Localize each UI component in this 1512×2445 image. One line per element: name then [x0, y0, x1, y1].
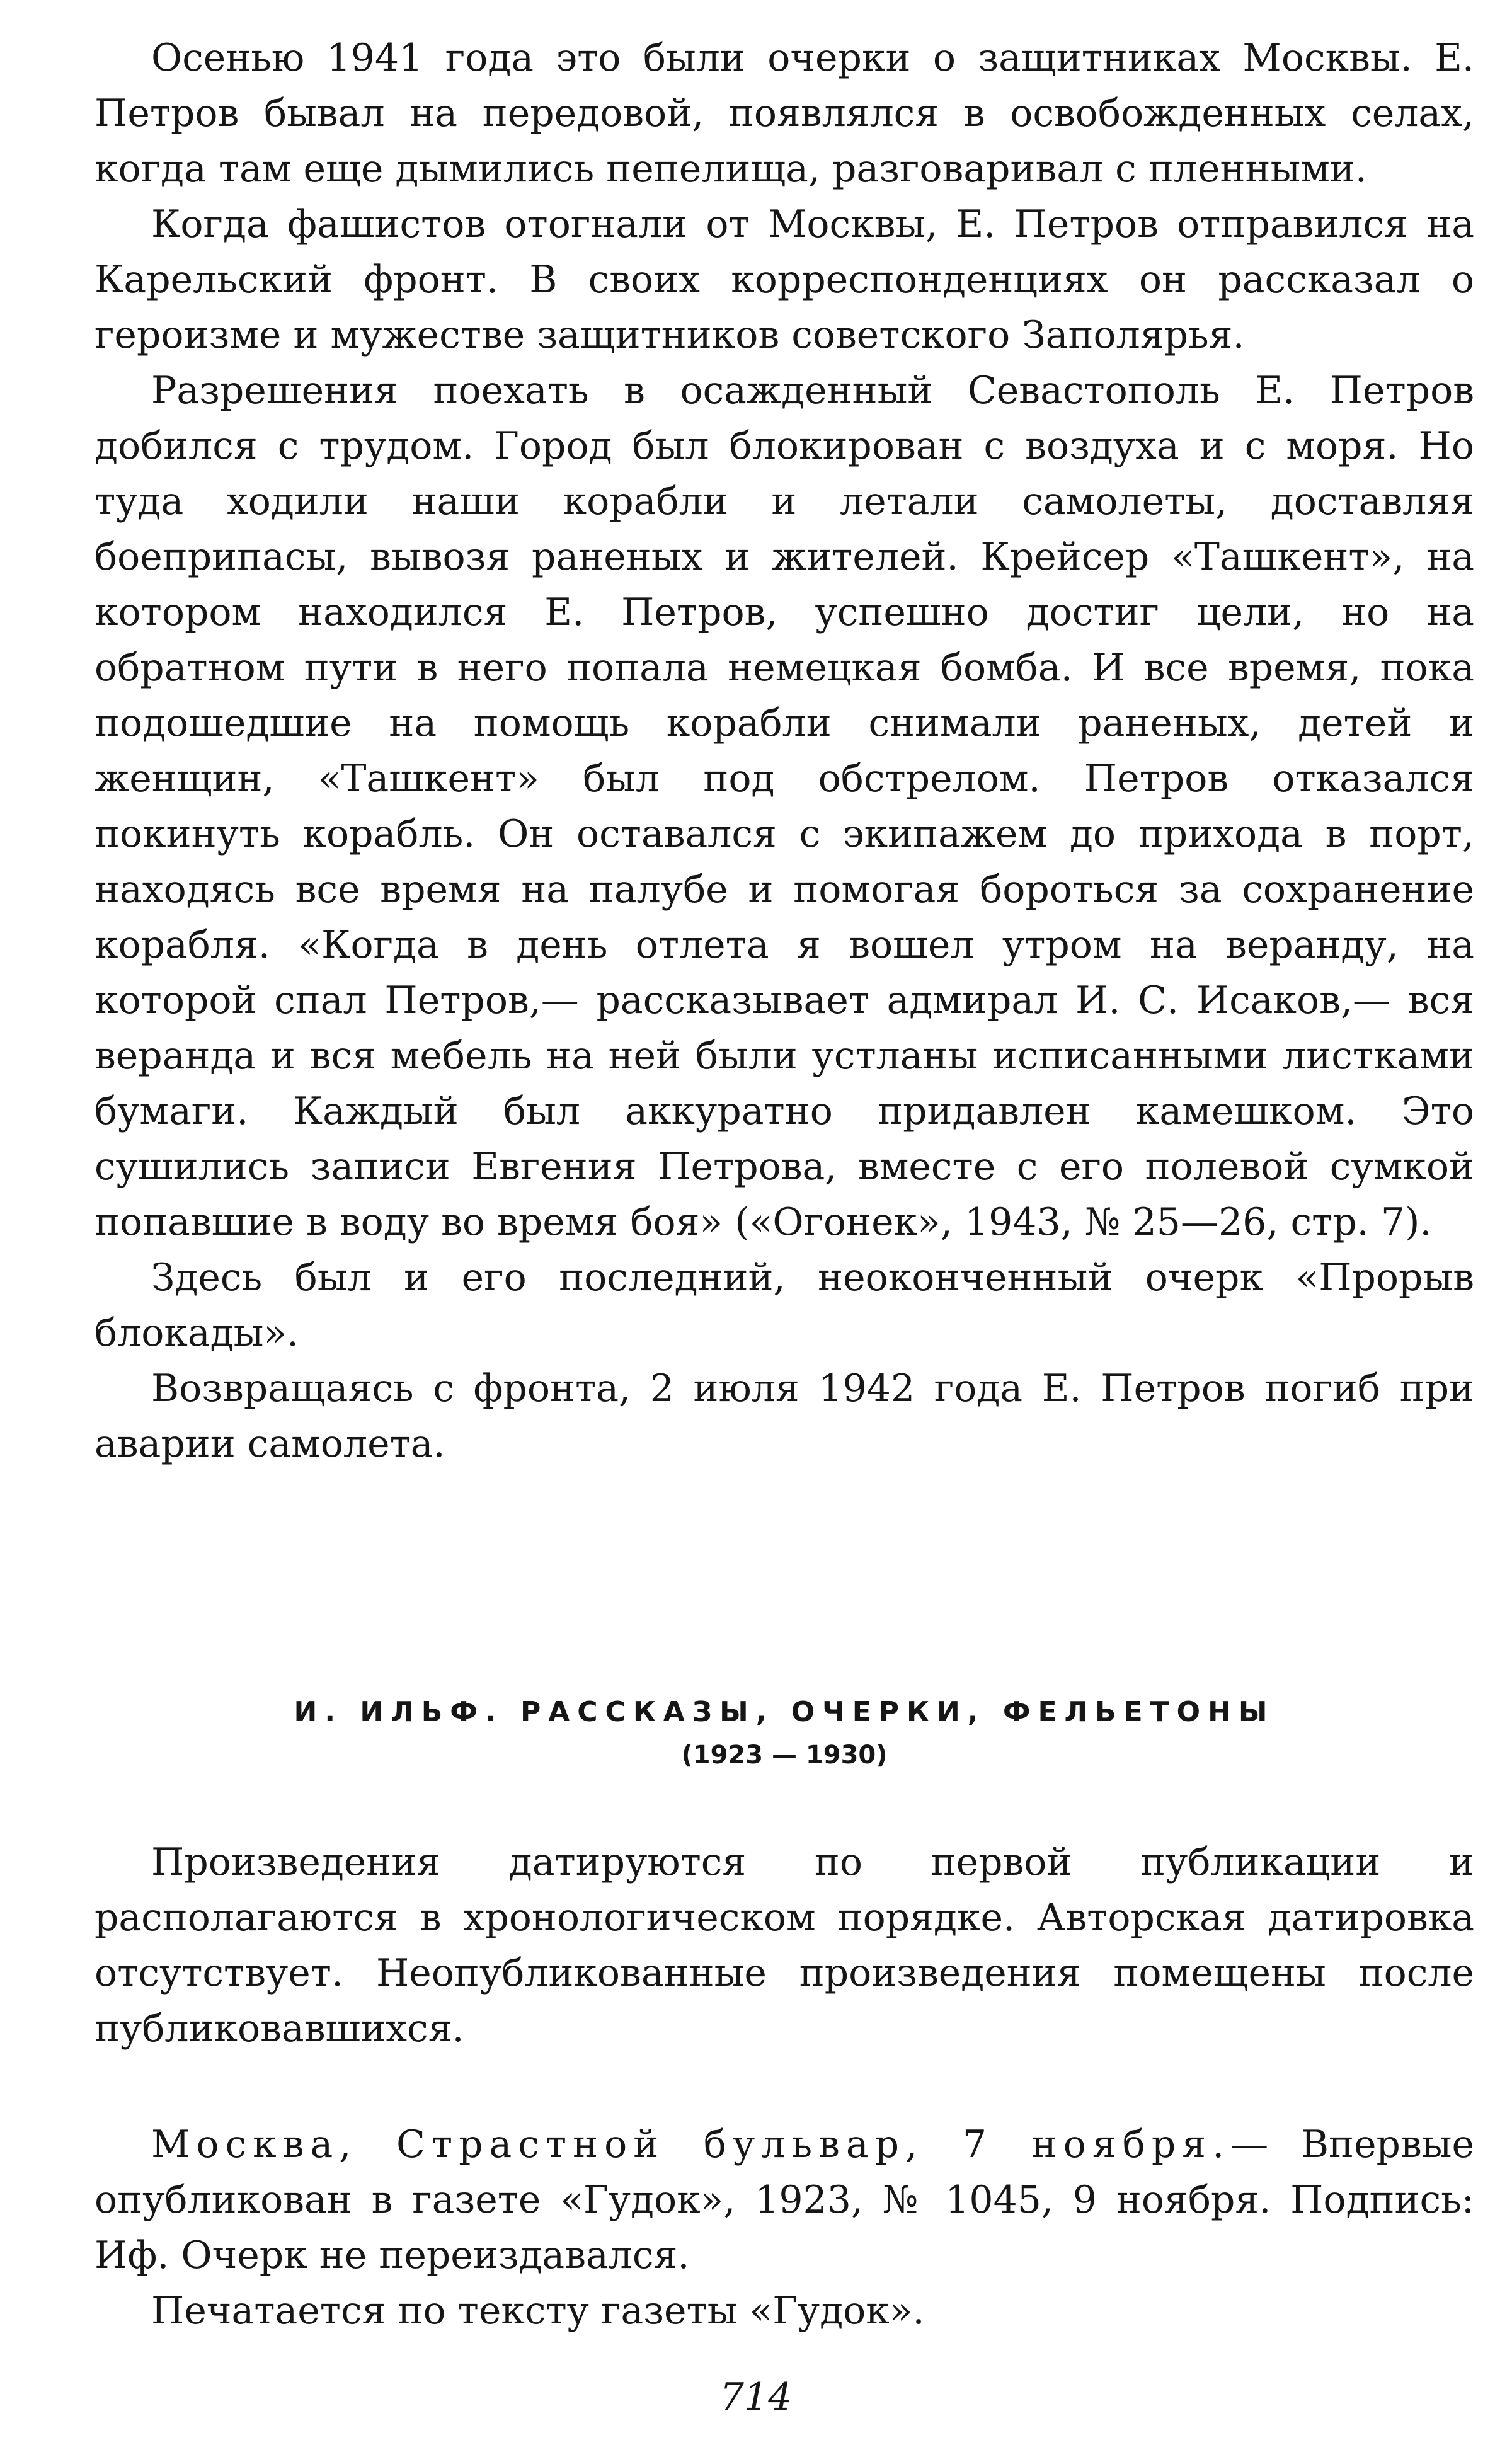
entry-text: — Впервые опубликован в газете «Гудок», 1923, № 1045, 9 ноября. Подпись: Иф. Очерк не переиздавался. [94, 2122, 1474, 2277]
commentary-block-petrov [94, 30, 1474, 1472]
commentary-block-entry [94, 2117, 1474, 2339]
entry-title: Москва, Страстной бульвар, 7 ноября. [151, 2122, 1231, 2167]
page-number: 714 [719, 2375, 793, 2419]
paragraph-death: Возвращаясь с фронта, 2 июля 1942 года Е. Петров погиб при аварии самолета. [94, 1366, 1474, 1466]
paragraph-sevastopol: Разрешения поехать в осажденный Севастополь Е. Петров добился с трудом. Город был блокирован с воздуха и с моря. Но туда ходили наши корабли и летали самолеты, доставляя боеприпасы, вывозя раненых и жителей. Крейсер «Ташкент», на котором находился Е. Петров, успешно достиг цели, но на обратном пути в него попала немецкая бомба. И все время, пока подошедшие на помощь корабли снимали раненых, детей и женщин, «Ташкент» был под обстрелом. Петров отказался покинуть корабль. Он оставался с экипажем до прихода в порт, находясь все время на палубе и помогая бороться за сохранение корабля. «Когда в день отлета я вошел утром на веранду, на которой спал Петров,— рассказывает адмирал И. С. Исаков,— вся веранда и вся мебель на ней были устланы исписанными листками бумаги. Каждый был аккуратно придавлен камешком. Это сушились записи Евгения Петрова, вместе с его полевой сумкой попавшие в воду во время боя» («Огонек», 1943, № 25—26, стр. 7). [94, 369, 1474, 1244]
section-title: И. ИЛЬФ. РАССКАЗЫ, ОЧЕРКИ, ФЕЛЬЕТОНЫ [294, 1696, 1275, 1728]
paragraph-moscow-essays: Осенью 1941 года это были очерки о защитниках Москвы. Е. Петров бывал на передовой, появлялся в освобожденных селах, когда там еще дымились пепелища, разговаривал с пленными. [94, 36, 1474, 191]
entry-paragraph [94, 2117, 1474, 2283]
section-years: (1923 — 1930) [681, 1741, 888, 1770]
section-heading [94, 1695, 1474, 1773]
paragraph-source-note: Печатается по тексту газеты «Гудок». [151, 2289, 925, 2333]
paragraph-karelian-front: Когда фашистов отогнали от Москвы, Е. Петров отправился на Карельский фронт. В своих корреспонденциях он рассказал о героизме и мужестве защитников советского Заполярья. [94, 202, 1474, 357]
paragraph-last-essay: Здесь был и его последний, неоконченный очерк «Прорыв блокады». [94, 1256, 1474, 1355]
commentary-block-dating [94, 1835, 1474, 2056]
paragraph-dating-note: Произведения датируются по первой публикации и располагаются в хронологическом порядке. Авторская датировка отсутствует. Неопубликованные произведения помещены после публиковавшихся. [94, 1840, 1474, 2051]
